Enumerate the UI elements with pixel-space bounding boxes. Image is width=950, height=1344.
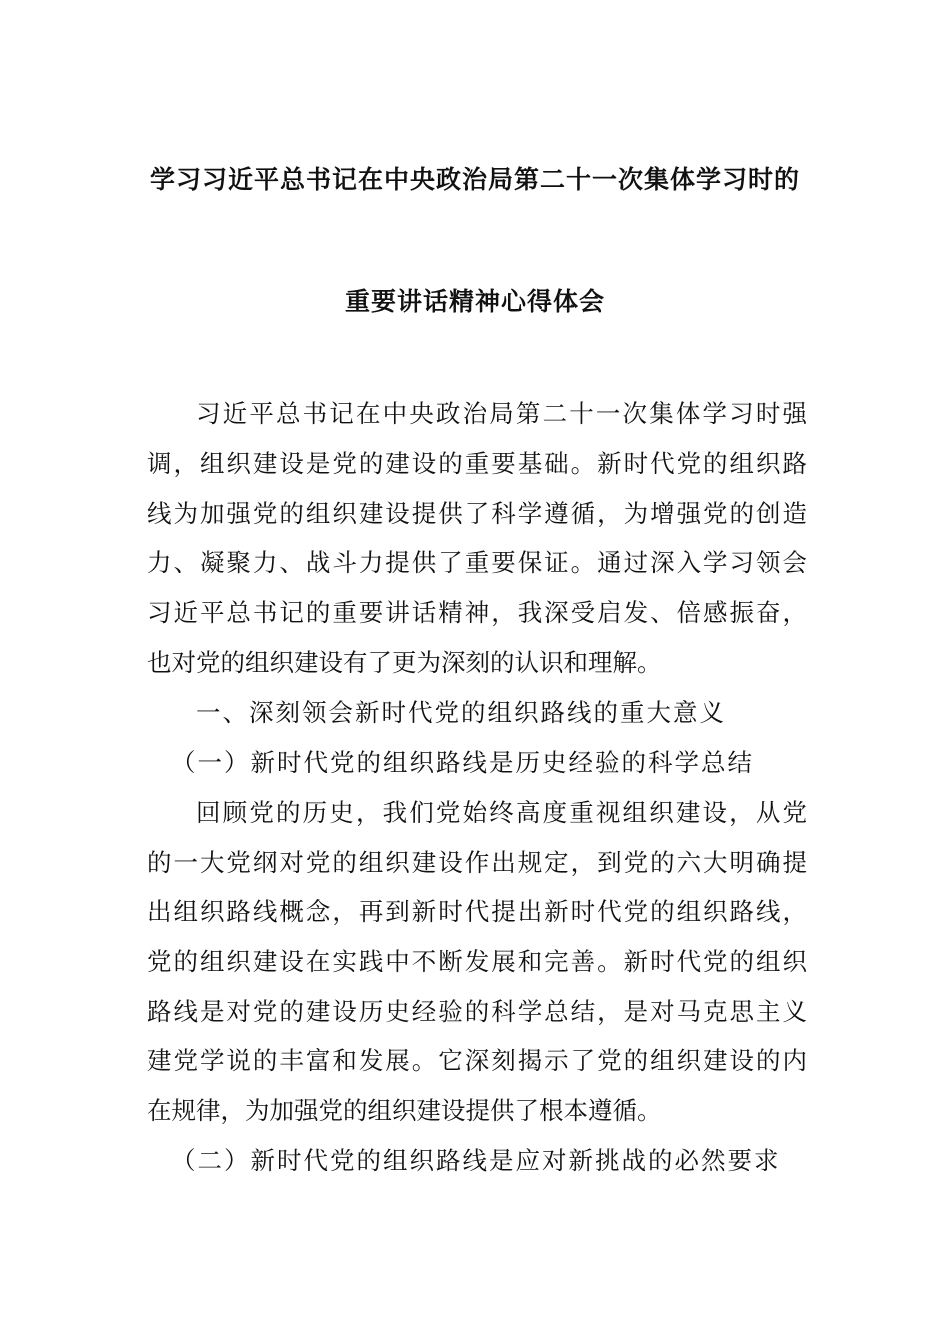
paragraph-1-line-4: 力、凝聚力、战斗力提供了重要保证。通过深入学习领会 (147, 548, 807, 577)
paragraph-1-line-3: 线为加强党的组织建设提供了科学遵循，为增强党的创造 (147, 499, 807, 528)
paragraph-2-line-6: 建党学说的丰富和发展。它深刻揭示了党的组织建设的内 (147, 1046, 807, 1075)
section-1-heading: 一、深刻领会新时代党的组织路线的重大意义 (196, 698, 726, 727)
paragraph-2-line-5: 路线是对党的建设历史经验的科学总结，是对马克思主义 (147, 997, 807, 1026)
paragraph-1-line-1: 习近平总书记在中央政治局第二十一次集体学习时强 (196, 399, 807, 428)
paragraph-2-line-1: 回顾党的历史，我们党始终高度重视组织建设，从党 (196, 798, 807, 827)
paragraph-2-line-3: 出组织路线概念，再到新时代提出新时代党的组织路线， (147, 897, 807, 926)
subsection-1-heading: （一）新时代党的组织路线是历史经验的科学总结 (171, 748, 754, 777)
paragraph-2-line-4: 党的组织建设在实践中不断发展和完善。新时代党的组织 (147, 947, 807, 976)
paragraph-1-line-2: 调，组织建设是党的建设的重要基础。新时代党的组织路 (147, 449, 807, 478)
paragraph-1-line-5: 习近平总书记的重要讲话精神，我深受启发、倍感振奋， (147, 598, 807, 627)
document-title-line-1: 学习习近平总书记在中央政治局第二十一次集体学习时的 (149, 165, 800, 194)
paragraph-1-line-6: 也对党的组织建设有了更为深刻的认识和理解。 (147, 648, 662, 677)
paragraph-2-line-7: 在规律，为加强党的组织建设提供了根本遵循。 (147, 1096, 662, 1125)
subsection-2-heading: （二）新时代党的组织路线是应对新挑战的必然要求 (171, 1146, 781, 1175)
document-title-line-2: 重要讲话精神心得体会 (344, 287, 605, 316)
paragraph-2-line-2: 的一大党纲对党的组织建设作出规定，到党的六大明确提 (147, 848, 807, 877)
